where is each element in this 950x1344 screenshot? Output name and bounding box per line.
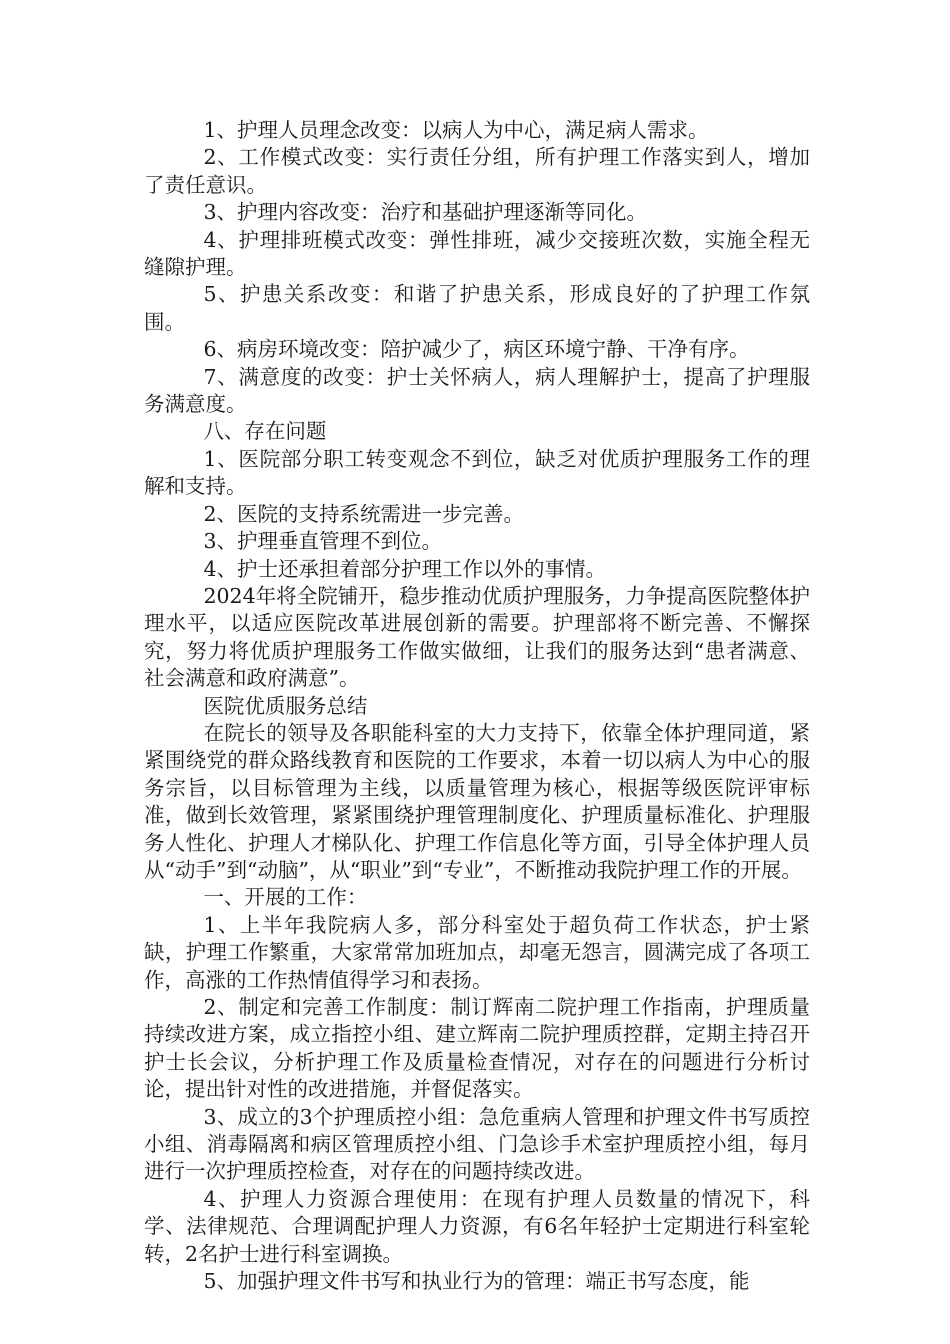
section-heading: 一、开展的工作： (203, 885, 368, 910)
document-body (144, 117, 810, 1295)
paragraph: 3、护理内容改变：治疗和基础护理逐渐等同化。 (203, 200, 647, 225)
paragraph: 4、护士还承担着部分护理工作以外的事情。 (203, 556, 606, 581)
paragraph: 5、护患关系改变：和谐了护患关系，形成良好的了护理工作氛围。 (144, 282, 810, 334)
paragraph: 在院长的领导及各职能科室的大力支持下，依靠全体护理同道，紧紧围绕党的群众路线教育和医院的工作要求，本着一切以病人为中心的服务宗旨，以目标管理为主线，以质量管理为核心，根据等级医院评审标准，做到长效管理，紧紧围绕护理管理制度化、护理质量标准化、护理服务人性化、护理人才梯队化、护理工作信息化等方面，引导全体护理人员从“动手”到“动脑”，从“职业”到“专业”，不断推动我院护理工作的开展。 (144, 720, 810, 882)
paragraph: 1、医院部分职工转变观念不到位，缺乏对优质护理服务工作的理解和支持。 (144, 446, 810, 499)
paragraph: 2、医院的支持系统需进一步完善。 (203, 501, 524, 526)
paragraph: 6、病房环境改变：陪护减少了，病区环境宁静、干净有序。 (203, 337, 750, 362)
paragraph: 3、护理垂直管理不到位。 (203, 529, 442, 554)
section-heading: 八、存在问题 (203, 419, 327, 444)
paragraph: 1、护理人员理念改变：以病人为中心，满足病人需求。 (203, 118, 709, 142)
paragraph: 3、成立的3个护理质控小组：急危重病人管理和护理文件书写质控小组、消毒隔离和病区管理质控小组、门急诊手术室护理质控小组，每月进行一次护理质控检查，对存在的问题持续改进。 (144, 1104, 810, 1184)
paragraph: 1、上半年我院病人多，部分科室处于超负荷工作状态，护士紧缺，护理工作繁重，大家常常加班加点，却毫无怨言，圆满完成了各项工作，高涨的工作热情值得学习和表扬。 (144, 912, 810, 992)
paragraph: 4、护理人力资源合理使用：在现有护理人员数量的情况下，科学、法律规范、合理调配护理人力资源，有6名年轻护士定期进行科室轮转，2名护士进行科室调换。 (144, 1186, 810, 1266)
paragraph: 2、制定和完善工作制度：制订辉南二院护理工作指南，护理质量持续改进方案，成立指控小组、建立辉南二院护理质控群，定期主持召开护士长会议，分析护理工作及质量检查情况，对存在的问题进行分析讨论，提出针对性的改进措施，并督促落实。 (144, 995, 810, 1102)
paragraph: 2、工作模式改变：实行责任分组，所有护理工作落实到人，增加了责任意识。 (144, 145, 810, 197)
paragraph: 5、加强护理文件书写和执业行为的管理：端正书写态度，能 (203, 1269, 750, 1294)
document-title: 医院优质服务总结 (203, 693, 368, 718)
paragraph: 4、护理排班模式改变：弹性排班，减少交接班次数，实施全程无缝隙护理。 (144, 227, 810, 280)
paragraph: 2024年将全院铺开，稳步推动优质护理服务，力争提高医院整体护理水平，以适应医院改革进展创新的需要。护理部将不断完善、不懈探究，努力将优质护理服务工作做实做细，让我们的服务达到“患者满意、社会满意和政府满意”。 (144, 583, 810, 691)
paragraph: 7、满意度的改变：护士关怀病人，病人理解护士，提高了护理服务满意度。 (144, 364, 810, 417)
